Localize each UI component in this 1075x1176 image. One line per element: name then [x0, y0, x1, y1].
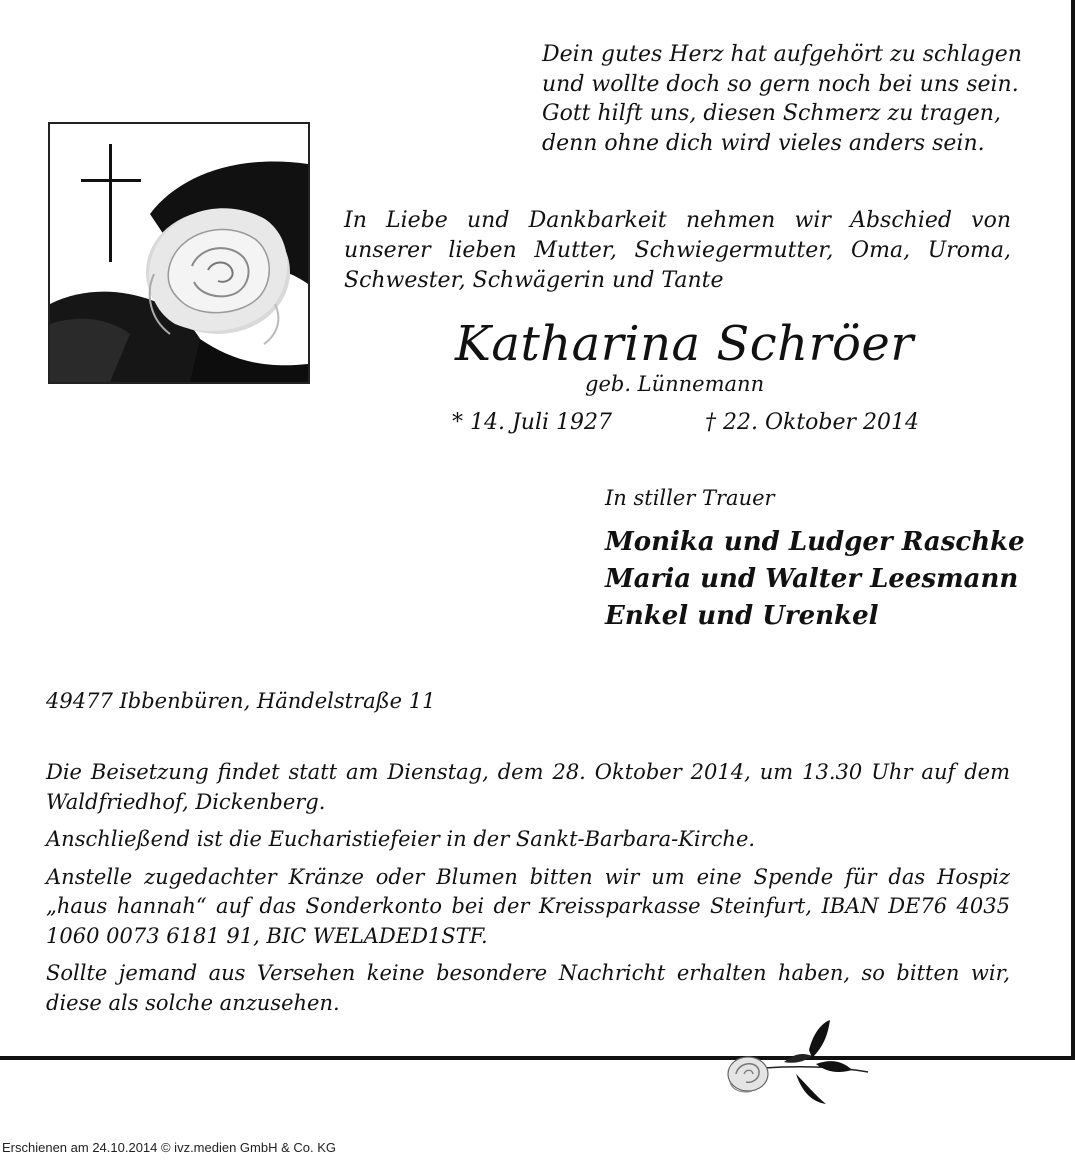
poem-line: und wollte doch so gern noch bei uns sein.	[542, 71, 1019, 97]
birth-date: * 14. Juli 1927	[452, 410, 613, 435]
info-paragraph: Die Beisetzung findet statt am Dienstag, dem 28. Oktober 2014, um 13.30 Uhr auf dem Waldfriedhof, Dickenberg.	[46, 760, 1010, 814]
info-paragraph: Anschließend ist die Eucharistiefeier in der Sankt-Barbara-Kirche.	[46, 827, 756, 851]
poem-line: denn ohne dich wird vieles anders sein.	[542, 130, 985, 156]
birth-name: geb. Lünnemann	[585, 372, 765, 396]
info-paragraph: Anstelle zugedachter Kränze oder Blumen bitten wir um eine Spende für das Hospiz „haus hannah“ auf das Sonderkonto bei der Kreissparkasse Steinfurt, IBAN DE76 4035 1060 0073 6181 91, BIC WELADED1STF.	[46, 864, 1010, 948]
mourner: Enkel und Urenkel	[605, 601, 879, 631]
death-date: † 22. Oktober 2014	[705, 410, 920, 435]
small-rose-icon	[724, 1018, 874, 1112]
publication-footer: Erschienen am 24.10.2014 © ivz.medien GmbH & Co. KG	[2, 1140, 337, 1155]
poem	[542, 40, 1042, 158]
poem-line: Gott hilft uns, diesen Schmerz zu tragen,	[542, 101, 1001, 126]
info-paragraph: Sollte jemand aus Versehen keine besondere Nachricht erhalten haben, so bitten wir, diese als solche anzusehen.	[46, 961, 1010, 1015]
mourning-label: In stiller Trauer	[605, 486, 775, 510]
farewell-intro: In Liebe und Dankbarkeit nehmen wir Abschied von unserer lieben Mutter, Schwiegermutter, Oma, Uroma, Schwester, Schwägerin und Tante	[344, 208, 1011, 293]
funeral-info	[46, 758, 1010, 1026]
mourners-list	[605, 524, 1025, 635]
poem-line: Dein gutes Herz hat aufgehört zu schlagen	[542, 42, 1022, 67]
memorial-photo	[48, 122, 310, 384]
deceased-name: Katharina Schröer	[455, 316, 914, 372]
address: 49477 Ibbenbüren, Händelstraße 11	[46, 689, 436, 713]
mourner: Maria und Walter Leesmann	[605, 564, 1019, 594]
mourner: Monika und Ludger Raschke	[605, 527, 1025, 557]
rose-photo-svg	[50, 124, 308, 382]
